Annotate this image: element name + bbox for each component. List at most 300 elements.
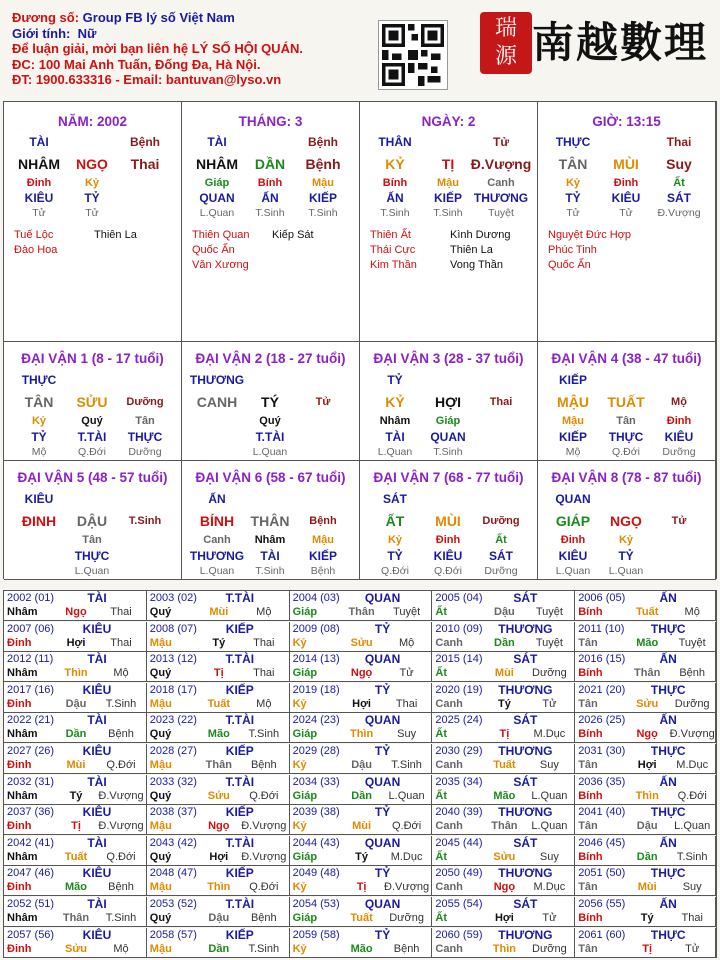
hidden-stem: Canh <box>203 534 231 546</box>
year-state: Dưỡng <box>389 912 424 924</box>
hidden-state: L.Quan <box>608 565 644 577</box>
year-cell[interactable] <box>147 866 290 896</box>
dai-van-title: ĐẠI VẬN 2 (18 - 27 tuổi) <box>195 351 346 366</box>
year-branch: Thân <box>348 606 375 618</box>
year-cell[interactable] <box>147 775 290 805</box>
year-cell[interactable] <box>575 591 716 621</box>
year-label: 2009 (08) <box>292 622 340 635</box>
year-god: T.TÀI <box>225 897 255 911</box>
year-cell[interactable] <box>432 805 575 835</box>
year-god: SÁT <box>513 835 538 850</box>
year-god: TÀI <box>87 835 107 850</box>
year-cell[interactable] <box>4 652 147 682</box>
year-god: KIẾP <box>225 744 254 758</box>
pillar-cell <box>182 102 360 342</box>
year-cell[interactable] <box>575 805 716 835</box>
hidden-state: Dưỡng <box>484 565 518 577</box>
year-god: KIÊU <box>82 805 112 820</box>
year-god: QUAN <box>364 652 401 667</box>
year-god: SÁT <box>513 713 538 728</box>
year-label: 2050 (49) <box>435 867 483 880</box>
year-god: QUAN <box>364 774 401 789</box>
year-label: 2040 (39) <box>435 806 483 819</box>
year-cell[interactable] <box>575 622 716 652</box>
year-label: 2048 (47) <box>149 867 197 880</box>
hidden-god: KIÊU <box>433 549 463 563</box>
year-cell[interactable] <box>432 866 575 896</box>
year-god: THỰC <box>650 744 686 758</box>
year-cell[interactable] <box>290 928 433 958</box>
dai-van-state: Thai <box>489 396 513 408</box>
year-branch: Tị <box>71 820 81 833</box>
year-cell[interactable] <box>575 744 716 774</box>
dai-van-god: ẤN <box>208 492 226 506</box>
pillar-r1-text: THÂN <box>378 135 412 149</box>
year-stem: Giáp <box>292 667 318 680</box>
pillar-r5-text: Tuyệt <box>488 207 514 219</box>
year-branch: Ngọ <box>65 606 87 618</box>
year-label: 2022 (21) <box>7 714 55 727</box>
year-god: TỶ <box>374 744 391 758</box>
year-state: Tuyệt <box>393 606 421 618</box>
year-state: Tử <box>685 942 700 955</box>
year-cell[interactable] <box>4 683 147 713</box>
hidden-state: Mộ <box>565 446 581 458</box>
year-cell[interactable] <box>4 775 147 805</box>
dai-van-stem: MẬU <box>557 394 589 410</box>
year-stem: Quý <box>149 912 172 924</box>
year-cell[interactable] <box>290 836 433 866</box>
pillar-r1-text: THỰC <box>555 135 591 149</box>
year-state: Mộ <box>256 606 272 618</box>
dai-van-god: KIÊU <box>24 492 54 506</box>
year-cell[interactable] <box>432 836 575 866</box>
year-stem: Quý <box>149 850 172 863</box>
year-cell[interactable] <box>147 897 290 927</box>
year-stem: Nhâm <box>7 667 38 680</box>
year-god: THƯƠNG <box>498 866 553 881</box>
year-label: 2006 (05) <box>578 592 626 604</box>
dai-van-title: ĐẠI VẬN 5 (48 - 57 tuổi) <box>17 470 168 485</box>
year-label: 2056 (55) <box>578 898 626 910</box>
brand-logo: 南越數理 <box>532 18 709 67</box>
hidden-stem: Kỷ <box>618 534 634 546</box>
dai-van-state: Dưỡng <box>482 515 520 527</box>
year-state: T.Sinh <box>676 850 708 863</box>
pillar-r4-text: TỶ <box>84 191 100 205</box>
year-stem: Ất <box>435 789 447 802</box>
year-cell[interactable] <box>4 866 147 896</box>
year-state: Đ.Vượng <box>384 881 430 894</box>
hidden-state: T.Sinh <box>255 565 285 577</box>
year-branch: Hợi <box>494 912 514 924</box>
dai-van-branch: DẬU <box>76 513 108 529</box>
year-state: Q.Đới <box>249 789 279 802</box>
dai-van-state: Tử <box>315 396 331 408</box>
year-cell[interactable] <box>432 713 575 743</box>
year-label: 2042 (41) <box>7 836 55 849</box>
pillar-r2-text: NGỌ <box>76 156 108 172</box>
year-stem: Ất <box>435 728 447 741</box>
year-cell[interactable] <box>575 866 716 896</box>
year-branch: Thân <box>205 759 232 771</box>
hidden-god: TÀI <box>385 430 405 444</box>
year-state: T.Sinh <box>248 942 280 955</box>
pillar-r3-text: Đinh <box>26 177 52 189</box>
year-stem: Bính <box>578 606 603 618</box>
year-branch: Dần <box>208 942 230 955</box>
pillar-r3-text: Bính <box>382 177 408 189</box>
year-state: Tuyệt <box>535 606 563 618</box>
hidden-stem: Tân <box>135 415 155 427</box>
year-cell[interactable] <box>432 652 575 682</box>
star-item: Thiên La <box>94 229 137 241</box>
year-cell[interactable] <box>290 805 433 835</box>
pillar-r5-text: T.Sinh <box>308 207 338 219</box>
year-state: Tuyệt <box>678 636 706 649</box>
year-cell[interactable] <box>290 622 433 652</box>
star-item: Thiên Quan <box>192 229 250 241</box>
year-cell[interactable] <box>290 775 433 805</box>
year-god: SÁT <box>513 652 538 667</box>
year-god: T.TÀI <box>225 652 255 667</box>
year-label: 2049 (48) <box>292 867 340 880</box>
year-state: Bệnh <box>108 881 134 894</box>
year-god: T.TÀI <box>225 774 255 789</box>
year-label: 2047 (46) <box>7 867 55 880</box>
year-cell[interactable] <box>575 713 716 743</box>
dai-van-stem: CANH <box>196 394 238 410</box>
dai-van-cell[interactable] <box>538 342 716 461</box>
year-branch: Tý <box>497 697 511 710</box>
year-cell[interactable] <box>4 744 147 774</box>
dai-van-cell[interactable] <box>360 342 538 461</box>
year-cell[interactable] <box>432 622 575 652</box>
year-state: Thai <box>681 912 703 924</box>
pillar-cell <box>4 102 182 342</box>
year-state: L.Quan <box>531 820 568 833</box>
year-branch: Tý <box>212 636 226 649</box>
year-branch: Dậu <box>65 697 87 710</box>
year-stem: Quý <box>149 606 172 618</box>
year-branch: Hợi <box>637 759 657 771</box>
year-cell[interactable] <box>290 652 433 682</box>
year-label: 2014 (13) <box>292 653 340 666</box>
hidden-stem: Nhâm <box>379 415 411 427</box>
year-state: M.Dục <box>533 881 566 894</box>
year-god: KIÊU <box>82 866 112 881</box>
year-branch: Thân <box>634 667 661 680</box>
year-state: Mộ <box>113 942 129 955</box>
year-label: 2021 (20) <box>578 683 626 696</box>
year-label: 2018 (17) <box>149 683 197 696</box>
year-god: THƯƠNG <box>498 682 553 697</box>
year-label: 2051 (50) <box>578 867 626 880</box>
year-branch: Tý <box>69 789 83 802</box>
year-god: THƯƠNG <box>498 927 553 942</box>
pillar-r4-text: ẤN <box>386 191 404 205</box>
year-label: 2037 (36) <box>7 806 55 819</box>
year-cell[interactable] <box>575 928 716 958</box>
year-state: Tử <box>399 667 414 680</box>
year-state: Thai <box>110 636 132 649</box>
year-stem: Bính <box>578 850 603 863</box>
year-cell[interactable] <box>575 836 716 866</box>
year-god: ẤN <box>659 591 677 605</box>
year-cell[interactable] <box>147 744 290 774</box>
year-cell[interactable] <box>147 805 290 835</box>
phone-email[interactable]: ĐT: 1900.633316 - Email: bantuvan@lyso.vn <box>12 72 282 87</box>
year-cell[interactable] <box>575 652 716 682</box>
year-god: KIÊU <box>82 621 112 636</box>
year-stem: Canh <box>435 942 463 955</box>
year-label: 2011 (10) <box>578 622 625 635</box>
year-god: TỶ <box>374 927 391 942</box>
year-state: Dưỡng <box>532 667 567 680</box>
year-cell[interactable] <box>432 744 575 774</box>
year-god: TỶ <box>374 682 391 697</box>
year-label: 2019 (18) <box>292 683 340 696</box>
hidden-stem: Đinh <box>560 534 586 546</box>
year-stem: Đinh <box>7 697 32 710</box>
year-god: QUAN <box>364 897 401 911</box>
year-label: 2015 (14) <box>435 653 483 666</box>
pillar-r1-text: TÀI <box>29 135 49 149</box>
qr-code-icon[interactable] <box>378 20 448 90</box>
year-branch: Tị <box>356 881 367 894</box>
year-state: L.Quan <box>531 789 568 802</box>
year-cell[interactable] <box>4 928 147 958</box>
year-branch: Dần <box>636 850 658 863</box>
pillar-r4-text: QUAN <box>199 191 235 205</box>
pillar-r3-text: Mậu <box>312 177 334 189</box>
year-label: 2032 (31) <box>7 775 55 788</box>
year-cell[interactable] <box>432 683 575 713</box>
hidden-state: Q.Đới <box>381 565 409 577</box>
hidden-stem: Kỷ <box>387 534 403 546</box>
year-cell[interactable] <box>147 683 290 713</box>
year-cell[interactable] <box>147 591 290 621</box>
star-item: Kim Thần <box>370 259 417 271</box>
star-item: Quốc Ấn <box>192 244 235 256</box>
pillar-r5-text: Tử <box>32 207 46 219</box>
dai-van-cell[interactable] <box>182 461 360 580</box>
year-god: ẤN <box>659 652 677 667</box>
hidden-stem: Đinh <box>435 534 461 546</box>
hidden-god: THỰC <box>127 430 163 444</box>
year-stem: Giáp <box>292 606 318 618</box>
dai-van-god: SÁT <box>383 492 407 506</box>
year-god: T.TÀI <box>225 591 255 605</box>
year-label: 2007 (06) <box>7 622 55 635</box>
year-god: TỶ <box>374 621 391 636</box>
year-god: SÁT <box>513 774 538 789</box>
year-label: 2055 (54) <box>435 898 483 910</box>
dai-van-cell[interactable] <box>4 342 182 461</box>
year-god: KIẾP <box>225 621 254 636</box>
year-god: KIÊU <box>82 927 112 942</box>
year-branch: Dậu <box>636 820 658 833</box>
pillar-r5-text: Tử <box>566 207 580 219</box>
year-label: 2010 (09) <box>435 622 483 635</box>
star-item: Nguyệt Đức Hợp <box>548 229 632 241</box>
year-state: Đ.Vượng <box>98 789 144 802</box>
year-cell[interactable] <box>147 622 290 652</box>
year-cell[interactable] <box>575 897 716 927</box>
year-state: T.Sinh <box>105 912 137 924</box>
year-cell[interactable] <box>147 836 290 866</box>
year-stem: Kỷ <box>292 697 307 710</box>
dai-van-title: ĐẠI VẬN 7 (68 - 77 tuổi) <box>373 470 524 485</box>
year-cell[interactable] <box>147 652 290 682</box>
year-cell[interactable] <box>290 744 433 774</box>
dai-van-god: QUAN <box>555 492 591 506</box>
year-branch: Mùi <box>352 820 372 833</box>
year-branch: Ngọ <box>208 820 230 833</box>
year-stem: Tân <box>578 820 598 833</box>
year-branch: Dần <box>65 728 87 741</box>
year-cell[interactable] <box>4 897 147 927</box>
year-state: Tử <box>542 697 557 710</box>
pillar-r3-text: Kỷ <box>84 177 100 189</box>
year-branch: Thìn <box>635 789 659 802</box>
dai-van-stem: ẤT <box>385 513 405 529</box>
year-god: KIÊU <box>82 744 112 758</box>
year-cell[interactable] <box>4 622 147 652</box>
dai-van-god: THƯƠNG <box>189 373 245 387</box>
year-label: 2003 (02) <box>149 592 197 604</box>
dai-van-god: TỶ <box>387 373 403 387</box>
hidden-state: Q.Đới <box>434 565 462 577</box>
hidden-god: KIẾP <box>558 430 588 444</box>
year-cell[interactable] <box>432 897 575 927</box>
year-cell[interactable] <box>147 713 290 743</box>
year-stem: Canh <box>435 820 463 833</box>
year-stem: Ất <box>435 912 447 924</box>
pillar-r4-text: ẤN <box>261 191 279 205</box>
hidden-god: TÀI <box>260 549 280 563</box>
year-god: KIẾP <box>225 805 254 820</box>
hidden-god: KIẾP <box>308 549 338 563</box>
year-state: M.Dục <box>676 759 709 771</box>
year-state: Thai <box>110 606 132 618</box>
year-god: KIẾP <box>225 682 254 697</box>
dai-van-cell[interactable] <box>360 461 538 580</box>
year-stem: Quý <box>149 789 172 802</box>
year-cell[interactable] <box>4 591 147 621</box>
year-cell[interactable] <box>4 713 147 743</box>
year-cell[interactable] <box>290 591 433 621</box>
dai-van-cell[interactable] <box>538 461 716 580</box>
year-state: Mộ <box>398 636 415 649</box>
dai-van-branch: MÙI <box>435 513 461 529</box>
year-stem: Mậu <box>149 942 172 955</box>
hidden-stem: Mậu <box>562 415 584 427</box>
year-cell[interactable] <box>290 866 433 896</box>
year-branch: Mùi <box>637 881 657 894</box>
year-stem: Ất <box>435 606 447 618</box>
year-stem: Mậu <box>149 881 172 894</box>
year-stem: Tân <box>578 881 598 894</box>
year-cell[interactable] <box>575 683 716 713</box>
year-branch: Tý <box>640 912 654 924</box>
year-stem: Tân <box>578 697 598 710</box>
year-cell[interactable] <box>575 775 716 805</box>
hidden-god: KIÊU <box>664 430 694 444</box>
year-state: Bệnh <box>108 728 134 741</box>
year-god: TỶ <box>374 805 391 820</box>
dai-van-title: ĐẠI VẬN 3 (28 - 37 tuổi) <box>373 351 524 366</box>
hidden-state: Dưỡng <box>128 446 162 458</box>
year-branch: Sửu <box>350 636 373 649</box>
year-cell[interactable] <box>290 683 433 713</box>
year-state: Suy <box>539 850 559 863</box>
year-cell[interactable] <box>432 591 575 621</box>
year-branch: Mão <box>636 636 659 649</box>
year-cell[interactable] <box>290 713 433 743</box>
dai-van-cell[interactable] <box>4 461 182 580</box>
year-branch: Hợi <box>352 697 371 710</box>
hidden-state: L.Quan <box>74 565 110 577</box>
year-state: L.Quan <box>674 820 711 833</box>
year-branch: Hợi <box>209 850 229 863</box>
year-label: 2044 (43) <box>292 836 340 849</box>
year-branch: Mùi <box>494 667 514 680</box>
year-state: Thai <box>395 697 418 710</box>
year-label: 2039 (38) <box>292 806 340 819</box>
year-state: Mộ <box>684 606 700 618</box>
pillar-r4-text: KIÊU <box>24 191 54 205</box>
year-cell[interactable] <box>4 836 147 866</box>
year-label: 2027 (26) <box>7 745 55 757</box>
hidden-stem: Mậu <box>312 534 334 546</box>
hidden-god: TỶ <box>31 430 47 444</box>
year-stem: Đinh <box>7 942 32 955</box>
year-god: THỰC <box>650 621 686 636</box>
year-cell[interactable] <box>432 775 575 805</box>
year-state: Dưỡng <box>674 697 710 710</box>
year-state: M.Dục <box>533 728 566 741</box>
hidden-stem: Kỷ <box>31 415 47 427</box>
hidden-stem: Quý <box>81 415 103 427</box>
year-stem: Mậu <box>149 820 172 833</box>
year-state: Bệnh <box>393 942 420 955</box>
pillar-r3-text: Đinh <box>613 177 639 189</box>
year-label: 2033 (32) <box>149 775 197 788</box>
year-label: 2059 (58) <box>292 928 340 941</box>
dai-van-cell[interactable] <box>182 342 360 461</box>
year-stem: Kỷ <box>292 820 307 833</box>
year-cell[interactable] <box>4 805 147 835</box>
year-label: 2023 (22) <box>149 714 197 727</box>
year-branch: Ngọ <box>493 881 516 894</box>
year-cell[interactable] <box>147 928 290 958</box>
year-stem: Bính <box>578 667 603 680</box>
pillar-r1-text: Thai <box>666 135 692 149</box>
year-stem: Đinh <box>7 636 32 649</box>
year-label: 2045 (44) <box>435 836 483 849</box>
year-label: 2043 (42) <box>149 836 197 849</box>
year-state: Đ.Vượng <box>241 820 287 833</box>
year-cell[interactable] <box>290 897 433 927</box>
year-label: 2054 (53) <box>292 898 340 910</box>
pillar-r4-text: SÁT <box>667 191 691 205</box>
year-cell[interactable] <box>432 928 575 958</box>
year-branch: Thìn <box>492 942 516 955</box>
year-label: 2020 (19) <box>435 683 483 696</box>
year-god: KIẾP <box>225 866 254 881</box>
year-branch: Hợi <box>66 636 86 649</box>
